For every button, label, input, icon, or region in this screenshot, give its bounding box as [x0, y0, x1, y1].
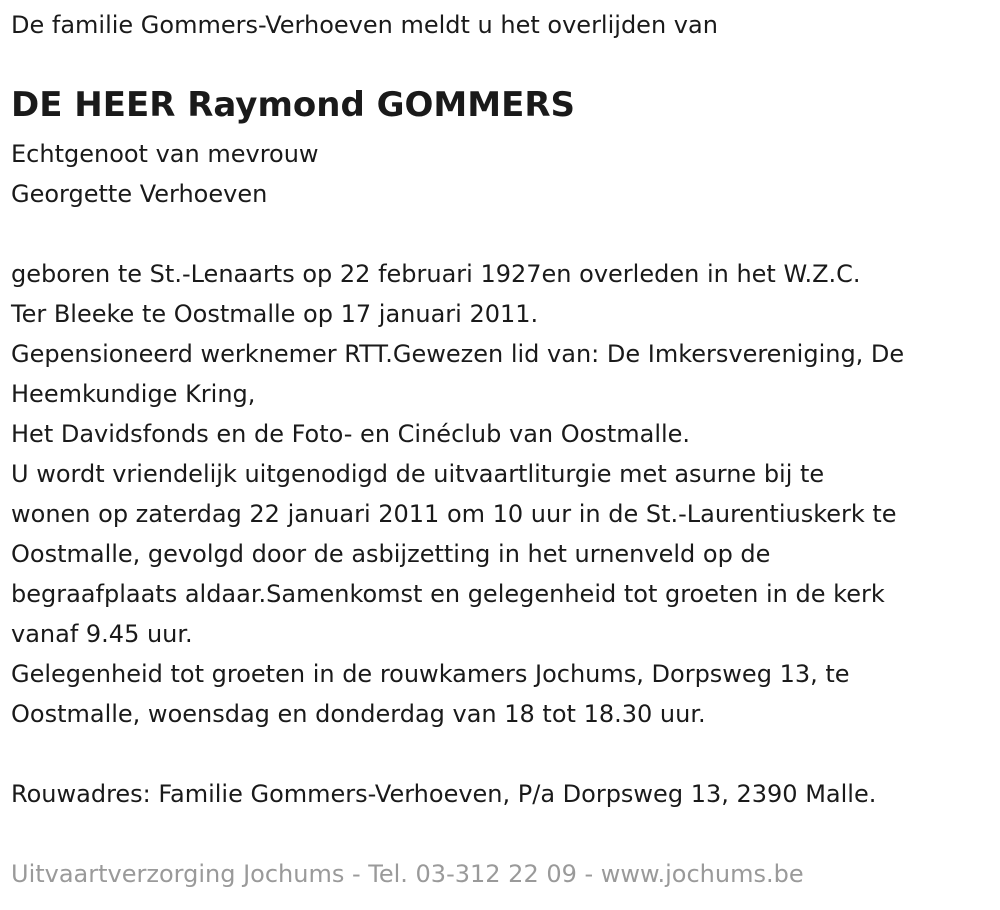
- body-line: Gelegenheid tot groeten in de rouwkamers Jochums, Dorpsweg 13, te: [11, 660, 850, 688]
- deceased-name: DE HEER Raymond GOMMERS: [11, 85, 575, 125]
- body-line: Ter Bleeke te Oostmalle op 17 januari 2011.: [11, 300, 539, 328]
- body-line: begraafplaats aldaar.Samenkomst en gelegenheid tot groeten in de kerk: [11, 580, 885, 608]
- spouse-line: Echtgenoot van mevrouw: [11, 140, 319, 168]
- body-line: U wordt vriendelijk uitgenodigd de uitvaartliturgie met asurne bij te: [11, 460, 825, 488]
- body-line: vanaf 9.45 uur.: [11, 620, 193, 648]
- spouse-line: Georgette Verhoeven: [11, 180, 268, 208]
- intro-line: De familie Gommers-Verhoeven meldt u het overlijden van: [11, 11, 718, 39]
- spouse-block: [11, 134, 319, 214]
- body-line: Gepensioneerd werknemer RTT.Gewezen lid van: De Imkersvereniging, De: [11, 340, 905, 368]
- body-line: Heemkundige Kring,: [11, 380, 256, 408]
- body-line: Oostmalle, gevolgd door de asbijzetting in het urnenveld op de: [11, 540, 771, 568]
- body-line: Het Davidsfonds en de Foto- en Cinéclub van Oostmalle.: [11, 420, 691, 448]
- body-line: wonen op zaterdag 22 januari 2011 om 10 uur in de St.-Laurentiuskerk te: [11, 500, 897, 528]
- body-line: geboren te St.-Lenaarts op 22 februari 1927en overleden in het W.Z.C.: [11, 260, 861, 288]
- mourning-address: Rouwadres: Familie Gommers-Verhoeven, P/a Dorpsweg 13, 2390 Malle.: [11, 780, 877, 808]
- funeral-director-footer: Uitvaartverzorging Jochums - Tel. 03-312 22 09 - www.jochums.be: [11, 860, 804, 888]
- obituary-body: [11, 254, 904, 734]
- body-line: Oostmalle, woensdag en donderdag van 18 tot 18.30 uur.: [11, 700, 706, 728]
